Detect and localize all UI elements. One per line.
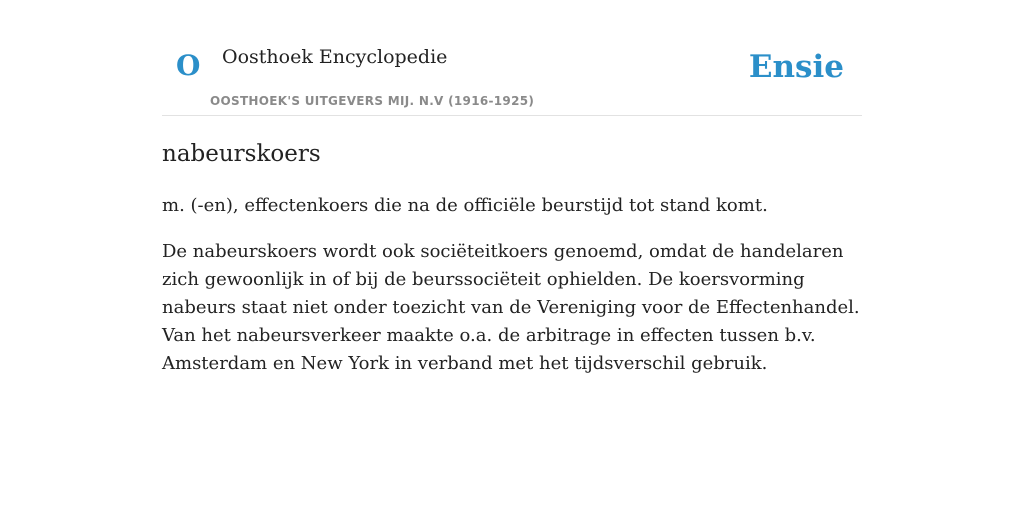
entry-headword: nabeurskoers	[162, 141, 321, 167]
entry-body-text: De nabeurskoers wordt ook sociëteitkoers genoemd, omdat de handelaren zich gewoonlijk in of bij de beurssociëteit ophielden. De koersvorming nabeurs staat niet onder toezicht van de Vereniging voor de Effectenhandel. Van het nabeursverkeer maakte o.a. de arbitrage in effecten tussen b.v. Amsterdam en New York in verband met het tijdsverschil gebruik.	[162, 240, 860, 374]
page-container	[162, 0, 862, 378]
publisher-label: OOSTHOEK'S UITGEVERS MIJ. N.V (1916-1925)	[210, 94, 535, 108]
ensie-logo-link[interactable]: Ensie	[748, 49, 844, 85]
source-header	[162, 0, 862, 116]
entry-definition: m. (-en), effectenkoers die na de officiële beurstijd tot stand komt.	[162, 194, 768, 216]
source-title-link[interactable]: Oosthoek Encyclopedie	[222, 46, 448, 68]
source-logo[interactable]: O	[176, 49, 201, 82]
